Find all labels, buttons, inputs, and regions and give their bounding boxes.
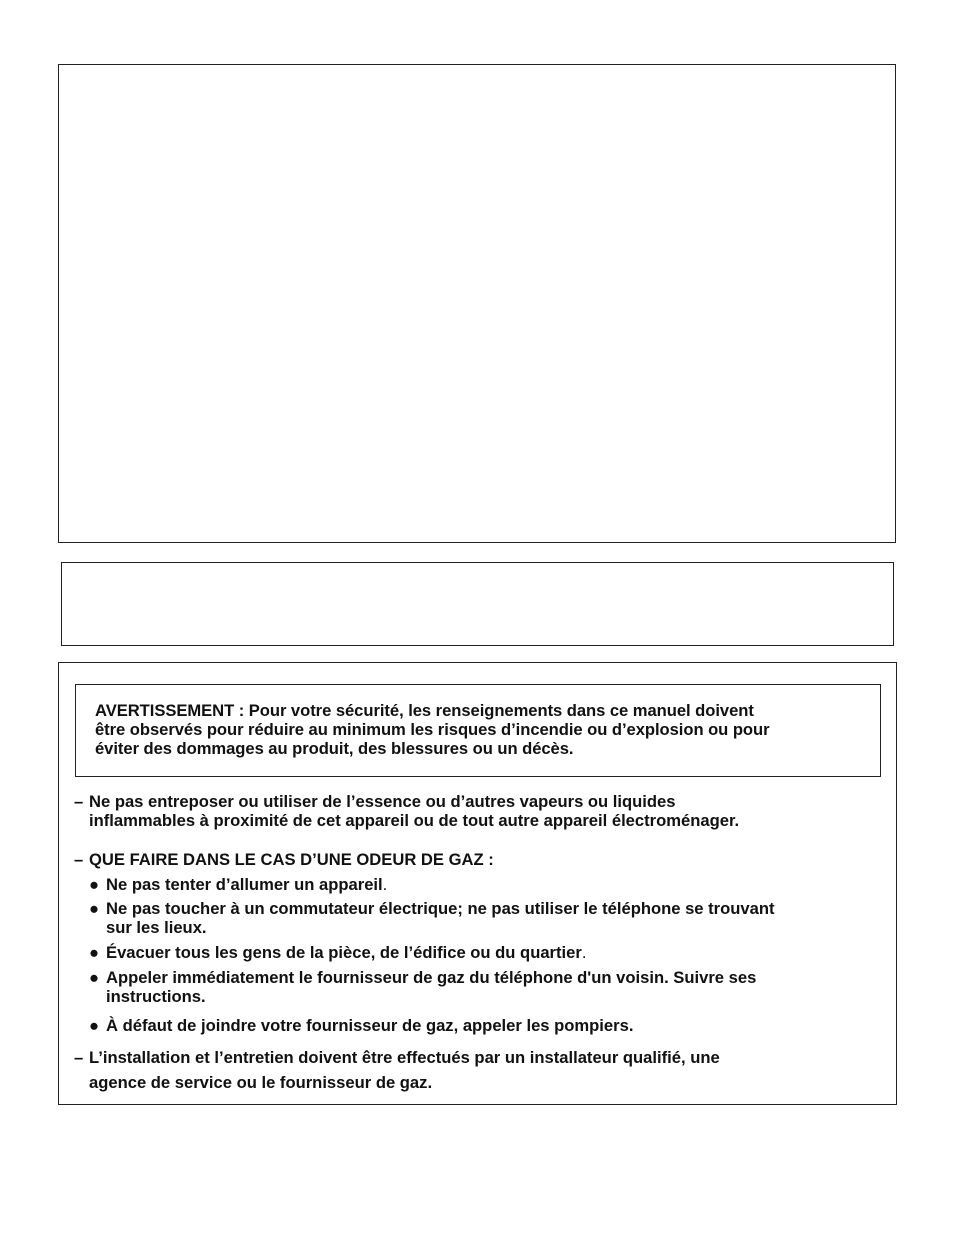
bullet-marker: ● [89, 875, 100, 894]
gas-bullet-3 [89, 943, 586, 962]
storage-warning-line-1 [74, 792, 676, 811]
blank-frame-middle [61, 562, 894, 646]
gas-bullet-4-line-1 [89, 968, 756, 987]
gas-bullet-5 [89, 1016, 633, 1035]
bullet-marker: ● [89, 943, 100, 962]
installation-text-1: L’installation et l’entretien doivent être effectués par un installateur qualifié, une [89, 1048, 720, 1067]
storage-warning-line-2: inflammables à proximité de cet appareil ou de tout autre appareil électroménager. [89, 811, 740, 830]
gas-bullet-1-text: Ne pas tenter d’allumer un appareil [106, 875, 383, 894]
gas-odor-heading [74, 850, 494, 869]
warning-heading-box [75, 684, 881, 777]
gas-bullet-3-period: . [581, 943, 587, 962]
gas-odor-heading-text: QUE FAIRE DANS LE CAS D’UNE ODEUR DE GAZ : [89, 850, 494, 869]
dash-marker: – [74, 792, 84, 811]
bullet-marker: ● [89, 899, 100, 918]
bullet-marker: ● [89, 1016, 100, 1035]
blank-frame-top [58, 64, 896, 543]
installation-line-2: agence de service ou le fournisseur de gaz. [89, 1073, 433, 1092]
gas-bullet-4-line-2: instructions. [106, 987, 206, 1006]
dash-marker: – [74, 1048, 84, 1067]
storage-warning-text-1: Ne pas entreposer ou utiliser de l’essence ou d’autres vapeurs ou liquides [89, 792, 676, 811]
bullet-marker: ● [89, 968, 100, 987]
gas-bullet-1-period: . [382, 875, 388, 894]
installation-line-1 [74, 1048, 720, 1067]
dash-marker: – [74, 850, 84, 869]
gas-bullet-1 [89, 875, 387, 894]
safety-warning-frame [58, 662, 897, 1105]
gas-bullet-2-text-1: Ne pas toucher à un commutateur électrique; ne pas utiliser le téléphone se trouvant [106, 899, 775, 918]
warning-heading-line-2: être observés pour réduire au minimum les risques d’incendie ou d’explosion ou pour [95, 720, 770, 739]
warning-heading-line-3: éviter des dommages au produit, des blessures ou un décès. [95, 739, 574, 758]
gas-bullet-2-line-1 [89, 899, 775, 918]
gas-bullet-2-line-2: sur les lieux. [106, 918, 207, 937]
gas-bullet-3-text: Évacuer tous les gens de la pièce, de l’édifice ou du quartier [106, 943, 582, 962]
gas-bullet-5-text: À défaut de joindre votre fournisseur de gaz, appeler les pompiers. [106, 1016, 634, 1035]
warning-heading-line-1: AVERTISSEMENT : Pour votre sécurité, les renseignements dans ce manuel doivent [95, 701, 754, 720]
gas-bullet-4-text-1: Appeler immédiatement le fournisseur de gaz du téléphone d'un voisin. Suivre ses [106, 968, 757, 987]
